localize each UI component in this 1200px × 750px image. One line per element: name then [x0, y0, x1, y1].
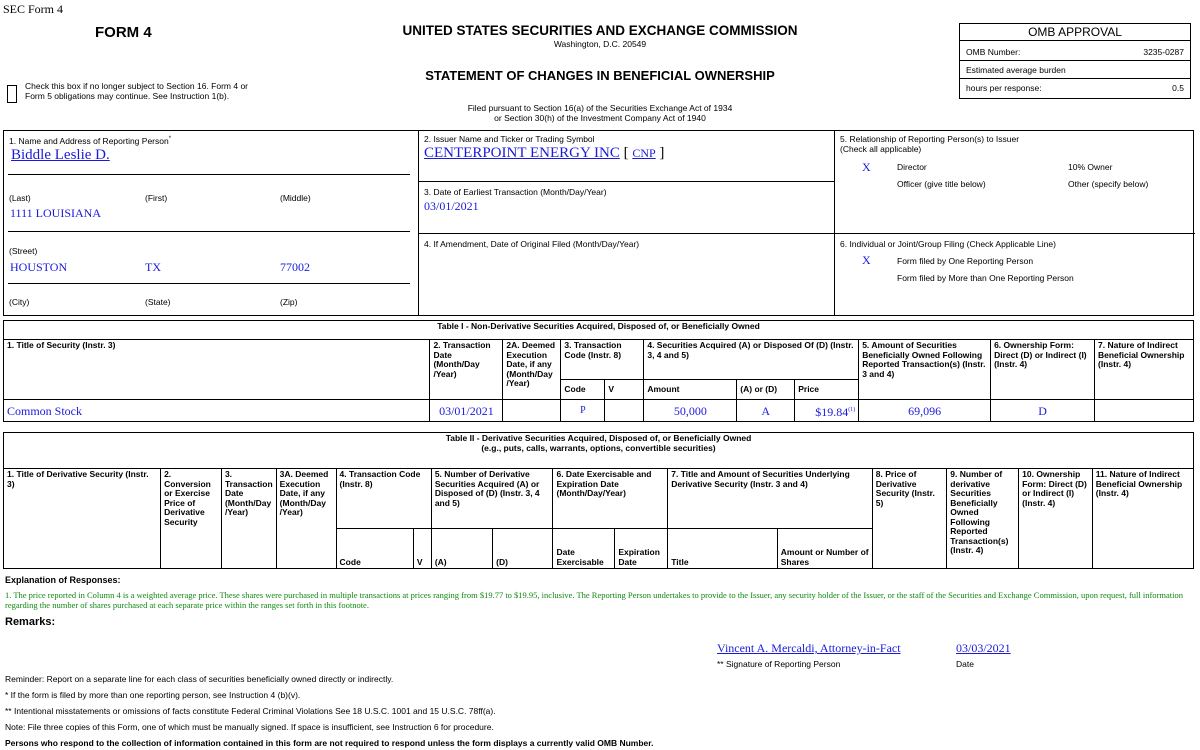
- street-address: 1111 LOUISIANA: [10, 206, 101, 220]
- burden-label: Estimated average burden: [966, 65, 1066, 75]
- t1-owned: 69,096: [859, 400, 991, 422]
- director-label: Director: [897, 162, 927, 172]
- agency-location: Washington, D.C. 20549: [553, 39, 647, 49]
- one-person-label: Form filed by One Reporting Person: [897, 256, 1034, 266]
- t2-h2: 2. Conversion or Exercise Price of Derivative Security: [161, 469, 222, 569]
- t2-sub-code: Code: [336, 529, 413, 569]
- explanation-label: Explanation of Responses:: [5, 575, 121, 585]
- t1-transaction-date: 03/01/2021: [430, 400, 503, 422]
- form-title: FORM 4: [95, 24, 152, 41]
- t2-h9: 9. Number of derivative Securities Beneficially Owned Following Reported Transaction(s) (Instr. 4): [947, 469, 1019, 569]
- t1-sub-aord: (A) or (D): [737, 380, 795, 400]
- t2-h6: 6. Date Exercisable and Expiration Date (Month/Day/Year): [553, 469, 668, 529]
- director-mark: X: [862, 160, 871, 174]
- other-label: Other (specify below): [1068, 179, 1149, 189]
- ticker-symbol[interactable]: CNP: [632, 146, 656, 160]
- box3-label: 3. Date of Earliest Transaction (Month/Day/Year): [424, 187, 607, 197]
- box6-label: 6. Individual or Joint/Group Filing (Check Applicable Line): [840, 239, 1056, 249]
- city: HOUSTON: [10, 260, 68, 274]
- filed-pursuant: Filed pursuant to Section 16(a) of the Securities Exchange Act of 1934 or Section 30(h) of the Investment Company Act of 1940: [467, 103, 733, 123]
- reminder-text: Reminder: Report on a separate line for each class of securities beneficially owned directly or indirectly.: [5, 674, 394, 684]
- note-file-text: Note: File three copies of this Form, one of which must be manually signed. If space is insufficient, see Instruction 6 for procedure.: [5, 722, 494, 732]
- street-label: (Street): [9, 246, 38, 256]
- t2-sub-title: Title: [668, 529, 778, 569]
- section16-text: Check this box if no longer subject to Section 16. Form 4 or Form 5 obligations may continue. See Instruction 1(b).: [25, 81, 249, 101]
- last-label: (Last): [9, 193, 31, 203]
- officer-label: Officer (give title below): [897, 179, 986, 189]
- star2-text: ** Intentional misstatements or omissions of facts constitute Federal Criminal Violations See 18 U.S.C. 1001 and 15 U.S.C. 78ff(a).: [5, 706, 496, 716]
- t1-code: P: [561, 400, 605, 422]
- t2-h5: 5. Number of Derivative Securities Acquired (A) or Disposed of (D) (Instr. 3, 4 and 5): [431, 469, 553, 529]
- t1-h6: 6. Ownership Form: Direct (D) or Indirect (I) (Instr. 4): [991, 340, 1095, 400]
- box2-label: 2. Issuer Name and Ticker or Trading Symbol: [424, 134, 595, 144]
- t2-h7: 7. Title and Amount of Securities Underlying Derivative Security (Instr. 3 and 4): [668, 469, 873, 529]
- t2-h4: 4. Transaction Code (Instr. 8): [336, 469, 431, 529]
- issuer-name[interactable]: CENTERPOINT ENERGY INC: [424, 145, 620, 161]
- t2-sub-a: (A): [431, 529, 492, 569]
- box1-label: 1. Name and Address of Reporting Person*: [9, 135, 172, 146]
- t1-h2a: 2A. Deemed Execution Date, if any (Month/Day /Year): [503, 340, 561, 400]
- t1-amount: 50,000: [644, 400, 737, 422]
- hours-value: 0.5: [1172, 83, 1184, 93]
- t2-sub-exercisable: Date Exercisable: [553, 529, 615, 569]
- zip: 77002: [280, 260, 310, 274]
- t2-h3: 3. Transaction Date (Month/Day /Year): [221, 469, 276, 569]
- t1-v: [605, 400, 644, 422]
- omb-notice: Persons who respond to the collection of information contained in this form are not required to respond unless the form displays a currently valid OMB Number.: [5, 738, 654, 748]
- table-1: [3, 320, 1194, 422]
- reporting-person-name[interactable]: Biddle Leslie D.: [11, 147, 110, 163]
- t1-deemed-date: [503, 400, 561, 422]
- zip-label: (Zip): [280, 297, 298, 307]
- t1-sub-amount: Amount: [644, 380, 737, 400]
- issuer-line: CENTERPOINT ENERGY INC [ CNP ]: [424, 145, 665, 161]
- table1-title: Table I - Non-Derivative Securities Acquired, Disposed of, or Beneficially Owned: [4, 321, 1194, 340]
- one-person-mark: X: [862, 253, 871, 267]
- t1-sub-code: Code: [561, 380, 605, 400]
- signature-label: ** Signature of Reporting Person: [717, 659, 841, 669]
- t2-sub-v: V: [413, 529, 431, 569]
- date-label: Date: [956, 659, 974, 669]
- t2-h8: 8. Price of Derivative Security (Instr. 5): [872, 469, 947, 569]
- sec-form-label: SEC Form 4: [3, 2, 64, 16]
- t1-h1: 1. Title of Security (Instr. 3): [4, 340, 430, 400]
- first-label: (First): [145, 193, 168, 203]
- t1-h2: 2. Transaction Date (Month/Day /Year): [430, 340, 503, 400]
- t1-sub-price: Price: [795, 380, 859, 400]
- omb-approval-box: [959, 23, 1191, 99]
- section16-checkbox[interactable]: [7, 85, 17, 103]
- t1-h3: 3. Transaction Code (Instr. 8): [561, 340, 644, 380]
- state-label: (State): [145, 297, 171, 307]
- hours-label: hours per response:: [966, 83, 1042, 93]
- state: TX: [145, 260, 161, 274]
- agency-title: UNITED STATES SECURITIES AND EXCHANGE COMMISSION: [402, 23, 798, 38]
- statement-title: STATEMENT OF CHANGES IN BENEFICIAL OWNERSHIP: [425, 68, 775, 83]
- omb-number: 3235-0287: [1143, 47, 1184, 57]
- t2-sub-expiration: Expiration Date: [615, 529, 668, 569]
- footnote-1: 1. The price reported in Column 4 is a weighted average price. These shares were purchased in multiple transactions at prices ranging from $19.77 to $19.95, inclusive. The Reporting Person undertakes to provide to the Issuer, any security holder of the Issuer, or the staff of the Securities and Exchange Commission, upon request, full information regarding the number of shares purchased at each separate price within the ranges set forth in this footnote.: [5, 590, 1183, 610]
- box4-label: 4. If Amendment, Date of Original Filed (Month/Day/Year): [424, 239, 640, 249]
- omb-number-label: OMB Number:: [966, 47, 1021, 57]
- more-persons-label: Form filed by More than One Reporting Person: [897, 273, 1074, 283]
- t1-h7: 7. Nature of Indirect Beneficial Ownership (Instr. 4): [1095, 340, 1194, 400]
- t1-nature: [1095, 400, 1194, 422]
- t1-price: $19.84$^{(1)}$: [795, 400, 859, 422]
- remarks-label: Remarks:: [5, 616, 56, 628]
- ten-pct-owner-label: 10% Owner: [1068, 162, 1113, 172]
- middle-label: (Middle): [280, 193, 311, 203]
- city-label: (City): [9, 297, 30, 307]
- star1-text: * If the form is filed by more than one reporting person, see Instruction 4 (b)(v).: [5, 690, 301, 700]
- box5-label: 5. Relationship of Reporting Person(s) to Issuer (Check all applicable): [840, 134, 1020, 154]
- t1-h4: 4. Securities Acquired (A) or Disposed Of (D) (Instr. 3, 4 and 5): [644, 340, 859, 380]
- signature-link[interactable]: Vincent A. Mercaldi, Attorney-in-Fact: [717, 641, 901, 655]
- table-2: [3, 432, 1194, 569]
- t2-sub-amount: Amount or Number of Shares: [777, 529, 872, 569]
- table-row: [4, 400, 1194, 422]
- t1-sub-v: V: [605, 380, 644, 400]
- t2-h3a: 3A. Deemed Execution Date, if any (Month/Day /Year): [276, 469, 336, 569]
- t2-h1: 1. Title of Derivative Security (Instr. 3): [4, 469, 161, 569]
- t2-sub-d: (D): [493, 529, 553, 569]
- earliest-transaction-date: 03/01/2021: [424, 199, 479, 213]
- t1-security-title: Common Stock: [4, 400, 430, 422]
- signature-date: 03/03/2021: [956, 641, 1011, 655]
- t1-h5: 5. Amount of Securities Beneficially Owned Following Reported Transaction(s) (Instr. 3 and 4): [859, 340, 991, 400]
- omb-title: OMB APPROVAL: [960, 24, 1190, 41]
- t2-h11: 11. Nature of Indirect Beneficial Ownership (Instr. 4): [1092, 469, 1193, 569]
- t1-ownership-form: D: [991, 400, 1095, 422]
- t2-h10: 10. Ownership Form: Direct (D) or Indirect (I) (Instr. 4): [1019, 469, 1093, 569]
- t1-a-or-d: A: [737, 400, 795, 422]
- table2-title: Table II - Derivative Securities Acquired, Disposed of, or Beneficially Owned (e.g., puts, calls, warrants, options, convertible securities): [4, 433, 1194, 469]
